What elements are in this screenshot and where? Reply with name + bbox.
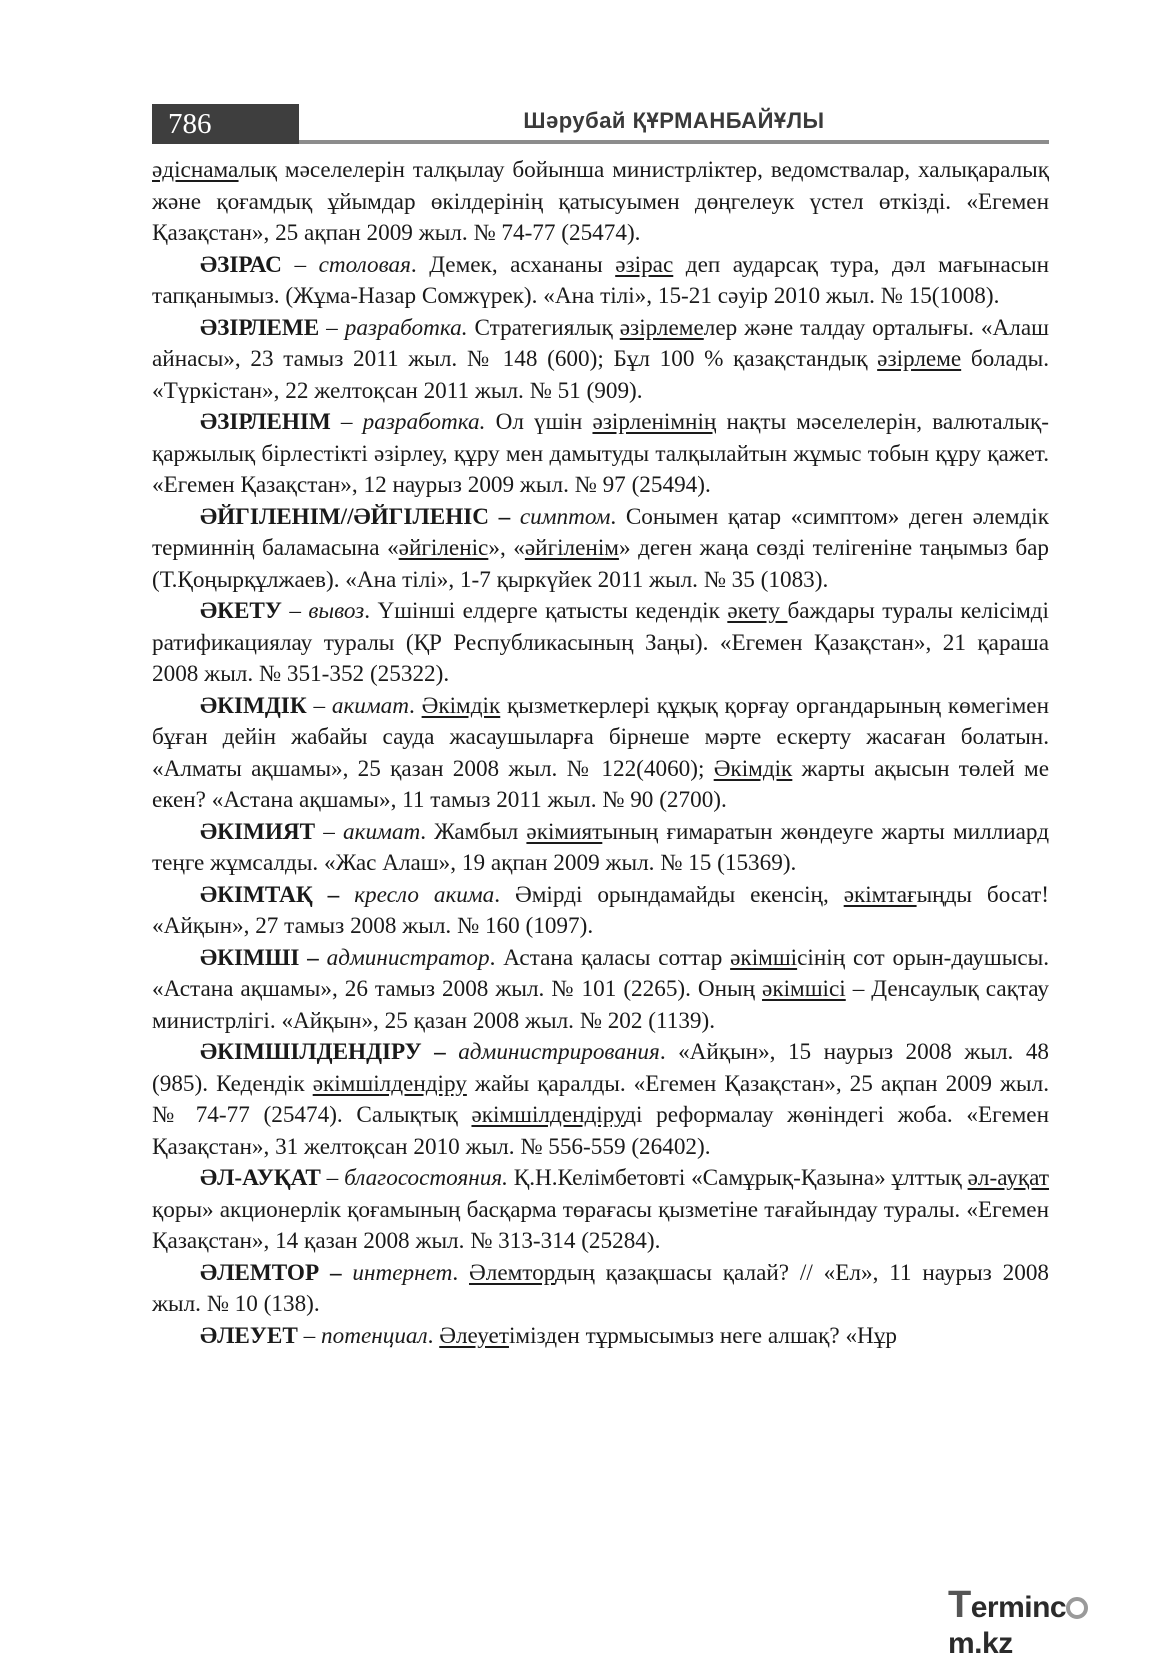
entry-headword: ӘКЕТУ <box>200 598 282 624</box>
entry-text: . <box>409 692 422 719</box>
russian-equivalent: благосостояния. <box>344 1165 508 1191</box>
dictionary-text <box>152 155 1049 1352</box>
russian-equivalent: симптом <box>519 503 611 530</box>
underlined-term: әкімшісі <box>762 976 846 1002</box>
entry-text <box>510 504 520 530</box>
entry-text: – <box>320 1165 345 1191</box>
entry-text: . Астана қаласы соттар <box>489 944 731 971</box>
entry-text: – <box>330 409 363 435</box>
entry-headword: ӘКІМИЯТ <box>200 818 316 845</box>
entry-text: сінің сот орын-даушысы. «Астана ақшамы», 26 тамыз 2008 жыл. № 101 (2265). Оның <box>152 944 1050 1002</box>
entry-text: деп аударсақ тура, дәл мағынасын тапқанымыз. (Жұма-Назар Сомжүрек). «Ана тілі», 15-21 сәуір 2010 жыл. № 15(1008). <box>152 251 1050 309</box>
entry-text: ының ғимаратын жөндеуге жарты миллиард теңге жұмсалды. «Жас Алаш», 19 ақпан 2009 жыл. № 15 (15369). <box>152 818 1049 876</box>
dictionary-entry <box>152 250 1049 313</box>
russian-equivalent: акимат <box>331 692 410 719</box>
entry-text: . Әмірді орындамайды екенсің, <box>494 881 844 908</box>
entry-text: дың қазақшасы қалай? // «Ел», 11 наурыз 2008 жыл. № 10 (138). <box>152 1259 1050 1317</box>
dictionary-entry <box>152 817 1049 880</box>
underlined-term: әкімшілдендіру <box>312 1070 467 1097</box>
entry-text: – <box>281 251 319 278</box>
dictionary-entry <box>152 943 1049 1038</box>
dictionary-entry <box>152 691 1049 817</box>
entry-text: . <box>452 1259 470 1286</box>
dictionary-entry <box>152 880 1049 943</box>
russian-equivalent: акимат <box>343 818 421 845</box>
russian-equivalent: потенциал <box>321 1322 428 1349</box>
dictionary-entry <box>152 407 1049 502</box>
dictionary-entry <box>152 1163 1049 1258</box>
entry-headword: ӘЗІРЛЕМЕ <box>200 314 320 341</box>
underlined-term: әкімият <box>526 818 603 845</box>
underlined-term: әкімші <box>730 944 798 971</box>
entry-headword: ӘКІМТАҚ – <box>200 881 340 908</box>
entry-text: . <box>427 1322 440 1349</box>
entry-headword: ӘКІМШІ – <box>200 944 319 971</box>
russian-equivalent: вывоз <box>308 598 365 624</box>
entry-text: . «Айқын», 15 наурыз 2008 жыл. 48 (985). Кедендік <box>152 1039 1050 1097</box>
entry-text: – <box>297 1322 322 1349</box>
russian-equivalent: интернет <box>352 1259 453 1286</box>
entry-text: імізден тұрмысымыз неге алшақ? «Нұр <box>508 1322 897 1349</box>
entry-text: Қ.Н.Келімбетовті «Самұрық-Қазына» ұлттық <box>507 1165 968 1191</box>
entry-headword: ӘКІМШІЛДЕНДІРУ – <box>200 1039 446 1065</box>
entry-text: – <box>315 818 344 845</box>
entry-headword: ӘЛ-АУҚАТ <box>200 1165 321 1191</box>
entry-text: – Денсаулық сақтау министрлігі. «Айқын», 25 қазан 2008 жыл. № 202 (1139). <box>152 976 1049 1034</box>
entry-text: . Демек, асхананы <box>410 251 616 278</box>
underlined-term: Әкімдік <box>713 755 793 782</box>
underlined-term: әзірас <box>615 251 674 278</box>
entry-text: . Сонымен қатар «симптом» деген әлемдік терминнің баламасына « <box>152 503 1049 561</box>
russian-equivalent: кресло акима <box>354 881 495 908</box>
underlined-term: әл-ауқат <box>967 1165 1049 1191</box>
entry-text: жарты ақысын төлей ме екен? «Астана ақшамы», 11 тамыз 2011 жыл. № 90 (2700). <box>152 755 1049 813</box>
entry-text <box>339 882 354 908</box>
entry-text: ді реформалау жөніндегі жоба. «Егемен Қазақстан», 31 желтоқсан 2010 жыл. № 556-559 (26402). <box>152 1102 1049 1160</box>
underlined-term: әкету <box>727 598 788 624</box>
entry-headword: ӘЛЕМТОР – <box>200 1259 342 1286</box>
underlined-term: Әкімдік <box>421 692 501 719</box>
entry-text: баждары туралы келісімді ратификациялау туралы (ҚР Республикасының Заңы). «Егемен Қазақстан», 21 қараша 2008 жыл. № 351-352 (25322). <box>152 598 1049 687</box>
entry-text: лық мәселелерін талқылау бойынша министрліктер, ведомствалар, халықаралық және қоғамдық ұйымдар өкілдерінің қатысуымен дөңгелеук үстел өткізді. «Егемен Қазақстан», 25 ақпан 2009 жыл. № 74-77 (25474). <box>152 157 1049 246</box>
russian-equivalent: столовая <box>318 251 411 278</box>
entry-text: лер және талдау орталығы. «Алаш айнасы», 23 тамыз 2011 жыл. № 148 (600); Бұл 100 % қазақстандық <box>152 314 1049 372</box>
dictionary-entry <box>152 1037 1049 1163</box>
watermark-circle-icon <box>1066 1597 1088 1619</box>
underlined-term: әзірленімнің <box>592 409 717 435</box>
continued-paragraph <box>152 155 1049 250</box>
entry-headword: ӘЙГІЛЕНІМ//ӘЙГІЛЕНІС – <box>200 503 511 530</box>
entry-text: » деген жаңа сөзді телігеніне таңымыз бар (Т.Қоңырқұлжаев). «Ана тілі», 1-7 қыркүйек 2011 жыл. № 35 (1083). <box>152 535 1050 593</box>
russian-equivalent: администратор <box>326 944 490 971</box>
underlined-term: әзірлеме <box>619 314 704 341</box>
entry-text: қызметкерлері құқық қорғау органдарының көмегімен бұған дейін жабайы сауда жасаушыларға бірнеше мәрте ескерту жасаған болатын. «Алматы ақшамы», 25 қазан 2008 жыл. № 122(4060); <box>152 692 1050 782</box>
underlined-term: Әлемтор <box>469 1259 556 1286</box>
entry-text <box>446 1039 458 1065</box>
russian-equivalent: разработка. <box>362 409 486 435</box>
underlined-term: әдіснама <box>152 157 239 183</box>
entry-text <box>319 945 327 971</box>
underlined-term: әзірлеме <box>877 346 962 372</box>
entry-text: . Үшінші елдерге қатысты кедендік <box>364 598 728 624</box>
dictionary-entry <box>152 313 1049 408</box>
entry-text: – <box>281 598 309 624</box>
entry-text: болады. «Түркістан», 22 желтоқсан 2011 жыл. № 51 (909). <box>152 346 1049 404</box>
entry-text: – <box>306 692 332 719</box>
dictionary-entry <box>152 502 1049 597</box>
dictionary-entry <box>152 1258 1049 1321</box>
dictionary-entry <box>152 1321 1049 1353</box>
entry-text: ыңды босат! «Айқын», 27 тамыз 2008 жыл. № 160 (1097). <box>152 881 1049 939</box>
site-watermark-logo: Termincm.kz <box>948 1584 1148 1624</box>
dictionary-entry <box>152 596 1049 691</box>
entry-headword: ӘЗІРЛЕНІМ <box>200 409 331 435</box>
page-number: 786 <box>152 104 299 144</box>
underlined-term: Әлеует <box>439 1322 509 1349</box>
entry-text: », « <box>488 535 525 561</box>
entry-text: нақты мәселелерін, валюталық-қаржылық бірлестікті әзірлеу, құру мен дамытуды талқылайтын жұмыс тобын құру қажет. «Егемен Қазақстан», 12 наурыз 2009 жыл. № 97 (25494). <box>152 409 1049 498</box>
entry-text <box>342 1260 353 1286</box>
underlined-term: әйгіленіс <box>398 535 489 561</box>
entry-text: жайы қаралды. «Егемен Қазақстан», 25 ақпан 2009 жыл. № 74-77 (25474). Салықтық <box>152 1070 1049 1128</box>
entry-text: – <box>319 314 345 341</box>
russian-equivalent: администрирования <box>458 1039 660 1065</box>
header-rule <box>299 140 1049 144</box>
underlined-term: әкімшілдендіру <box>471 1102 625 1128</box>
running-head-author: Шәрубай ҚҰРМАНБАЙҰЛЫ <box>523 108 825 133</box>
russian-equivalent: разработка. <box>344 314 468 341</box>
entry-text: Стратегиялық <box>467 314 620 341</box>
underlined-term: әкімтағ <box>843 881 917 908</box>
entry-headword: ӘЗІРАС <box>200 251 282 278</box>
entry-text: . Жамбыл <box>420 818 527 845</box>
entry-headword: ӘЛЕУЕТ <box>200 1322 298 1349</box>
entry-text: Ол үшін <box>485 409 593 435</box>
entry-text: қоры» акционерлік қоғамының басқарма төрағасы қызметіне тағайындау туралы. «Егемен Қазақстан», 14 қазан 2008 жыл. № 313-314 (25284). <box>152 1196 1049 1254</box>
page-header <box>152 104 1049 146</box>
underlined-term: әйгіленім <box>524 535 619 561</box>
entry-headword: ӘКІМДІК <box>200 692 307 719</box>
